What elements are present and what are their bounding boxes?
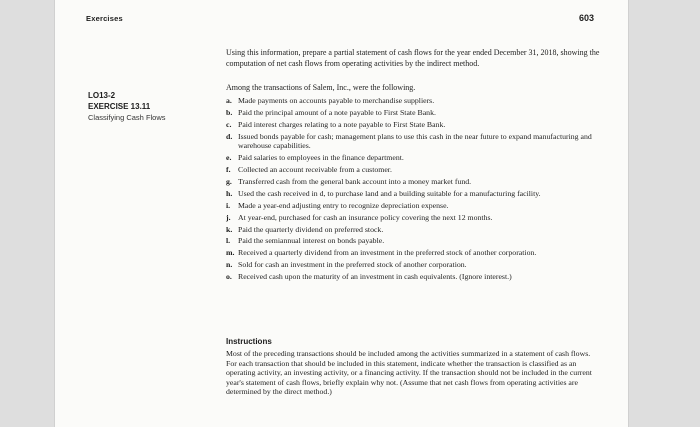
transaction-item	[226, 272, 606, 282]
item-letter: i.	[226, 200, 231, 210]
item-letter: e.	[226, 153, 232, 163]
item-letter: d.	[226, 131, 233, 141]
transaction-item	[226, 213, 606, 223]
learning-objective: LO13-2	[88, 91, 116, 100]
transaction-list	[226, 96, 606, 284]
item-text: Made payments on accounts payable to merchandise suppliers.	[238, 96, 435, 105]
transaction-item	[226, 177, 606, 187]
item-text: Received cash upon the maturity of an investment in cash equivalents. (Ignore interest.)	[238, 272, 512, 282]
item-text: Paid the semiannual interest on bonds payable.	[238, 236, 385, 246]
transaction-item	[226, 108, 606, 118]
page-number: 603	[578, 13, 594, 23]
exercise-title: Classifying Cash Flows	[88, 113, 166, 122]
item-letter: b.	[226, 107, 233, 117]
running-head: Exercises	[86, 14, 123, 23]
transaction-item	[226, 225, 606, 235]
item-letter: a.	[226, 96, 232, 105]
item-text: Paid the principal amount of a note payable to First State Bank.	[238, 107, 436, 117]
item-text: Paid interest charges relating to a note payable to First State Bank.	[238, 119, 446, 129]
item-text: Issued bonds payable for cash; management plans to use this cash in the near future to expand manufacturing and warehouse capabilities.	[238, 131, 592, 151]
item-text: Transferred cash from the general bank account into a money market fund.	[238, 176, 472, 186]
transaction-item	[226, 201, 606, 211]
item-text: Sold for cash an investment in the preferred stock of another corporation.	[238, 260, 467, 270]
transaction-item	[226, 132, 606, 151]
textbook-page	[55, 0, 628, 427]
item-letter: l.	[226, 236, 231, 246]
item-text: Paid the quarterly dividend on preferred stock.	[238, 224, 384, 234]
item-letter: h.	[226, 188, 233, 198]
transaction-item	[226, 153, 606, 163]
item-letter: j.	[226, 212, 231, 222]
transaction-item	[226, 260, 606, 270]
item-letter: n.	[226, 260, 233, 270]
transaction-item	[226, 236, 606, 246]
item-text: Collected an account receivable from a customer.	[238, 165, 392, 175]
item-letter: o.	[226, 272, 232, 282]
item-text: Received a quarterly dividend from an investment in the preferred stock of another corporation.	[238, 248, 537, 258]
instructions-heading: Instructions	[226, 337, 272, 346]
exercise-sidebar	[88, 91, 198, 123]
item-letter: c.	[226, 119, 232, 129]
item-letter: k.	[226, 224, 233, 234]
transaction-item	[226, 120, 606, 130]
instructions-body: Most of the preceding transactions should be included among the activities summarized in a statement of cash flows. For each transaction that should be included in this statement, indicate whether the transaction is classified as an operating activity, an investing activity, or a financing activity. If the transaction should not be included in the current year's statement of cash flows, briefly explain why not. (Assume that net cash flows from operating activities are determined by the direct method.)	[226, 349, 592, 397]
item-text: At year-end, purchased for cash an insurance policy covering the next 12 months.	[238, 212, 493, 222]
item-text: Made a year-end adjusting entry to recognize depreciation expense.	[238, 200, 449, 210]
transaction-item	[226, 248, 606, 258]
exercise-lead: Among the transactions of Salem, Inc., were the following.	[226, 83, 416, 92]
transaction-item	[226, 165, 606, 175]
item-text: Used the cash received in d, to purchase land and a building suitable for a manufacturing facility.	[238, 188, 541, 198]
item-letter: f.	[226, 165, 231, 175]
item-letter: g.	[226, 176, 232, 186]
item-letter: m.	[226, 248, 235, 258]
transaction-item	[226, 96, 606, 106]
intro-paragraph: Using this information, prepare a partial statement of cash flows for the year ended December 31, 2018, showing the computation of net cash flows from operating activities by the indirect method.	[226, 48, 600, 68]
item-text: Paid salaries to employees in the finance department.	[238, 153, 404, 163]
exercise-number: EXERCISE 13.11	[88, 102, 151, 111]
transaction-item	[226, 189, 606, 199]
